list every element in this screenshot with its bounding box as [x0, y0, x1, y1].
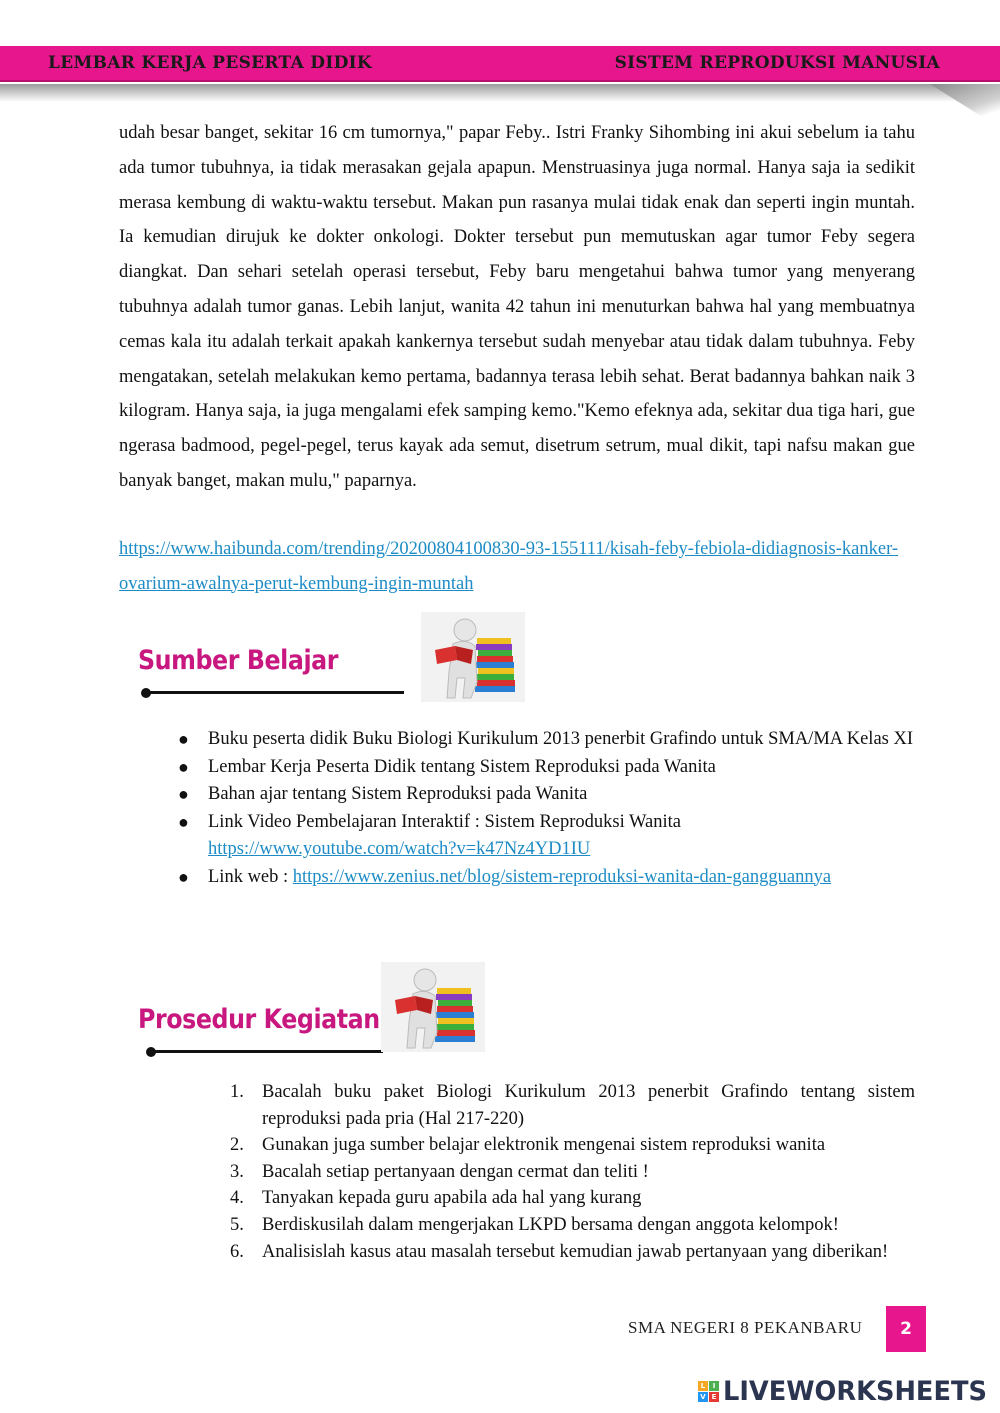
- step-item: [230, 1132, 915, 1159]
- step-text: Gunakan juga sumber belajar elektronik mengenai sistem reproduksi wanita: [262, 1135, 826, 1156]
- header-shadow: [0, 84, 1000, 102]
- list-item-text: Bahan ajar tentang Sistem Reproduksi pada Wanita: [208, 784, 588, 804]
- bullet-icon: ●: [178, 811, 189, 832]
- reading-person-books-icon: [421, 612, 525, 702]
- step-number: 3.: [230, 1161, 244, 1182]
- liveworksheets-logo[interactable]: [698, 1374, 1000, 1408]
- list-item: [178, 864, 915, 892]
- zenius-web-link[interactable]: https://www.zenius.net/blog/sistem-reproduksi-wanita-dan-gangguannya: [292, 866, 832, 887]
- list-item: [178, 809, 915, 864]
- step-item: [230, 1079, 915, 1132]
- step-item: [230, 1185, 915, 1212]
- list-item-text: Buku peserta didik Buku Biologi Kurikulum 2013 penerbit Grafindo untuk SMA/MA Kelas XI: [208, 729, 913, 749]
- header-left-title: LEMBAR KERJA PESERTA DIDIK: [48, 53, 372, 73]
- step-item: [230, 1212, 915, 1239]
- step-number: 4.: [230, 1188, 244, 1209]
- bullet-icon: ●: [178, 784, 189, 804]
- article-source-link[interactable]: https://www.haibunda.com/trending/20200804100830-93-155111/kisah-feby-febiola-didiagnosis-kanker-ovarium-awalnya-perut-kembung-ingin-muntah: [119, 539, 899, 594]
- list-item: [178, 754, 915, 782]
- header-corner-decoration: [930, 84, 1000, 128]
- list-item-text: Lembar Kerja Peserta Didik tentang Sistem Reproduksi pada Wanita: [208, 756, 716, 777]
- step-text: Berdiskusilah dalam mengerjakan LKPD bersama dengan anggota kelompok!: [262, 1214, 839, 1235]
- reading-person-books-icon: [381, 962, 485, 1052]
- bullet-icon: ●: [178, 729, 189, 749]
- list-item-text: Link web :: [208, 866, 293, 887]
- header-bar: [0, 46, 1000, 82]
- step-text: Bacalah buku paket Biologi Kurikulum 2013 penerbit Grafindo tentang sistem reproduksi pada pria (Hal 217-220): [262, 1082, 915, 1129]
- youtube-video-link[interactable]: https://www.youtube.com/watch?v=k47Nz4YD1IU: [208, 839, 591, 859]
- logo-letter-v: V: [698, 1392, 708, 1402]
- article-paragraph: udah besar banget, sekitar 16 cm tumornya," papar Feby.. Istri Franky Sihombing ini akui sebelum ia tahu ada tumor tubuhnya, ia tidak merasakan gejala apapun. Menstruasinya juga normal. Hanya saja ia sedikit merasa kembung di waktu-waktu tersebut. Makan pun rasanya mulai tidak enak dan seperti ingin muntah. Ia kemudian dirujuk ke dokter onkologi. Dokter tersebut pun memutuskan agar tumor Feby segera diangkat. Dan sehari setelah operasi tersebut, Feby baru mengetahui bahwa tumor yang menyerang tubuhnya adalah tumor ganas. Lebih lanjut, wanita 42 tahun ini menuturkan bahwa hal yang membuatnya cemas kala itu adalah terkait apakah kankernya tersebut sudah menyebar atau tidak dalam tubuhnya. Feby mengatakan, setelah melakukan kemo pertama, badannya terasa lebih sehat. Berat badannya bahkan naik 3 kilogram. Hanya saja, ia juga mengalami efek samping kemo."Kemo efeknya ada, sekitar dua tiga hari, gue ngerasa badmood, pegel-pegel, terus kayak ada semut, disetrum setrum, mual dikit, tapi nafsu makan gue banyak banget, makan mulu," paparnya.: [119, 123, 915, 491]
- article-source-paragraph: [119, 532, 919, 601]
- liveworksheets-brand-text: LIVEWORKSHEETS: [723, 1375, 987, 1407]
- prosedur-steps-list: [230, 1079, 915, 1265]
- step-number: 6.: [230, 1241, 244, 1262]
- step-item: [230, 1239, 915, 1266]
- step-text: Bacalah setiap pertanyaan dengan cermat dan teliti !: [262, 1161, 649, 1182]
- prosedur-kegiatan-title: Prosedur Kegiatan: [138, 1004, 380, 1035]
- step-number: 2.: [230, 1135, 244, 1156]
- logo-letter-l: L: [698, 1381, 708, 1391]
- sumber-belajar-title: Sumber Belajar: [138, 645, 339, 676]
- step-text: Tanyakan kepada guru apabila ada hal yang kurang: [262, 1188, 642, 1209]
- liveworksheets-logo-icon: [698, 1381, 719, 1402]
- logo-letter-i: I: [709, 1381, 719, 1391]
- sumber-belajar-rule: [146, 691, 404, 694]
- step-number: 1.: [230, 1082, 244, 1102]
- list-item-text: Link Video Pembelajaran Interaktif : Sistem Reproduksi Wanita: [208, 811, 681, 832]
- list-item: [178, 781, 915, 809]
- step-text: Analisislah kasus atau masalah tersebut kemudian jawab pertanyaan yang diberikan!: [262, 1241, 889, 1262]
- header-right-title: SISTEM REPRODUKSI MANUSIA: [614, 53, 940, 73]
- logo-letter-e: E: [709, 1392, 719, 1402]
- step-item: [230, 1159, 915, 1186]
- bullet-icon: ●: [178, 866, 189, 887]
- bullet-icon: ●: [178, 756, 189, 777]
- sumber-belajar-list: [178, 726, 915, 891]
- step-number: 5.: [230, 1214, 244, 1235]
- page-number: 2: [886, 1306, 926, 1352]
- prosedur-rule: [151, 1050, 383, 1053]
- footer-school-name: SMA NEGERI 8 PEKANBARU: [628, 1318, 863, 1337]
- list-item: [178, 726, 915, 754]
